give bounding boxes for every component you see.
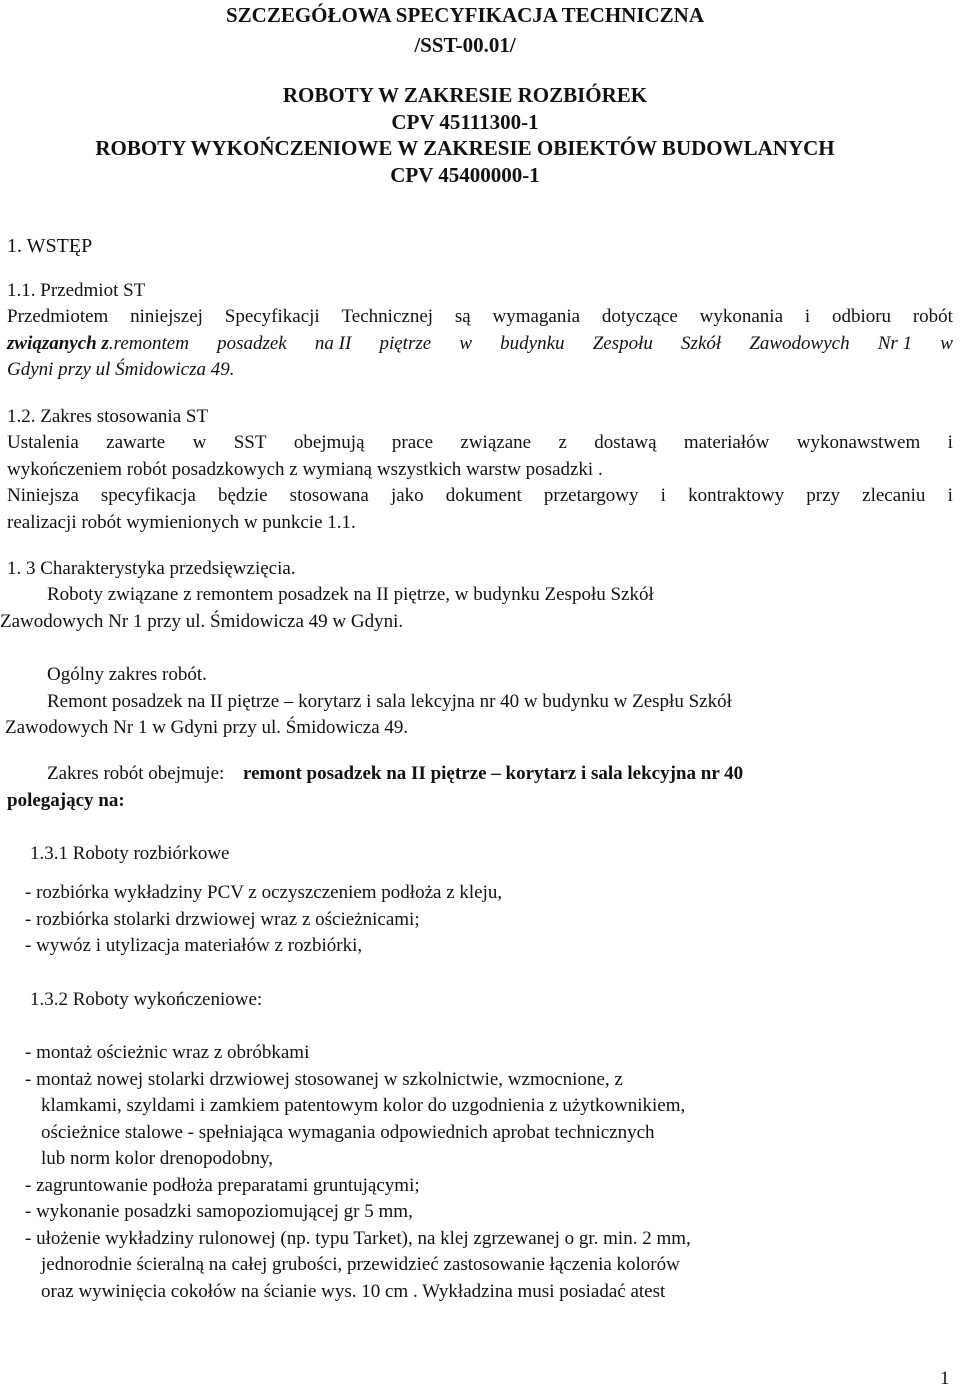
word: zawarte xyxy=(106,432,166,453)
word: przetargowy xyxy=(543,485,639,506)
word: SST xyxy=(233,432,267,453)
word: dostawą xyxy=(594,432,657,453)
word: niniejszej xyxy=(130,306,203,327)
word: Nr 1 xyxy=(877,333,913,354)
word: i xyxy=(947,485,953,506)
paragraph-line xyxy=(7,304,953,330)
paragraph-line: Zawodowych Nr 1 przy ul. Śmidowicza 49 w Gdyni. xyxy=(0,611,404,632)
word: zlecaniu xyxy=(862,485,926,506)
word: na II xyxy=(314,333,352,354)
word: posadzek xyxy=(217,333,287,354)
paragraph-line xyxy=(7,483,953,509)
word: w xyxy=(459,333,473,354)
word: Specyfikacji xyxy=(224,306,320,327)
word: materiałów xyxy=(683,432,770,453)
word: specyfikacja xyxy=(100,485,196,506)
word: i xyxy=(804,306,811,327)
list-item-continuation: jednorodnie ścieralną na całej grubości, przewidzieć zastosowanie łączenia kolorów xyxy=(41,1254,680,1275)
word: jako xyxy=(390,485,424,506)
word: dokument xyxy=(445,485,522,506)
word: Zespołu xyxy=(592,333,653,354)
word: będzie xyxy=(217,485,268,506)
word: Technicznej xyxy=(341,306,434,327)
list-item: - wywóz i utylizacja materiałów z rozbiórki, xyxy=(25,935,363,956)
italic-text xyxy=(109,331,953,357)
paragraph-line: realizacji robót wymienionych w punkcie 1.1. xyxy=(7,512,356,533)
list-item: - montaż ościeżnic wraz z obróbkami xyxy=(25,1042,310,1063)
word: wykonawstwem xyxy=(796,432,921,453)
paragraph-line xyxy=(7,331,953,357)
cpv-code-demolition: CPV 45111300-1 xyxy=(391,110,539,134)
list-item: - montaż nowej stolarki drzwiowej stosowanej w szkolnictwie, wzmocnione, z xyxy=(25,1069,623,1090)
word: w xyxy=(192,432,207,453)
paragraph-line: Gdyni przy ul Śmidowicza 49. xyxy=(7,359,235,380)
list-item: - rozbiórka wykładziny PCV z oczyszczeniem podłoża z kleju, xyxy=(25,882,503,903)
page-number: 1 xyxy=(940,1368,950,1389)
scope-title-demolition: ROBOTY W ZAKRESIE ROZBIÓREK xyxy=(282,83,648,107)
word: Zawodowych xyxy=(749,333,850,354)
paragraph-line: wykończeniem robót posadzkowych z wymianą wszystkich warstw posadzki . xyxy=(7,459,603,480)
word: prace xyxy=(391,432,434,453)
list-item-continuation: klamkami, szyldami i zamkiem patentowym kolor do uzgodnienia z użytkownikiem, xyxy=(41,1095,686,1116)
word: budynku xyxy=(500,333,565,354)
word: kontraktowy xyxy=(688,485,785,506)
scope-statement xyxy=(47,761,743,787)
scope-title-finishing: ROBOTY WYKOŃCZENIOWE W ZAKRESIE OBIEKTÓW BUDOWLANYCH xyxy=(95,136,835,160)
list-item-continuation: lub norm kolor drenopodobny, xyxy=(41,1148,274,1169)
document-title: SZCZEGÓŁOWA SPECYFIKACJA TECHNICZNA xyxy=(225,3,705,27)
paragraph-line: Roboty związane z remontem posadzek na II piętrze, w budynku Zespołu Szkół xyxy=(47,584,654,605)
document-code: /SST-00.01/ xyxy=(414,33,516,57)
word: obejmują xyxy=(293,432,365,453)
list-item: - wykonanie posadzki samopoziomującej gr 5 mm, xyxy=(25,1201,413,1222)
section-heading-intro: 1. WSTĘP xyxy=(7,235,93,257)
list-item-continuation: oraz wywinięcia cokołów na ścianie wys. 10 cm . Wykładzina musi posiadać atest xyxy=(41,1281,666,1302)
word: stosowana xyxy=(289,485,369,506)
word: Szkół xyxy=(681,333,722,354)
subsection-heading-subject: 1.1. Przedmiot ST xyxy=(7,280,146,301)
emphasis-text: związanych z xyxy=(7,333,109,354)
paragraph-line: Remont posadzek na II piętrze – korytarz i sala lekcyjna nr 40 w budynku w Zespłu Szkół xyxy=(47,691,732,712)
cpv-code-finishing: CPV 45400000-1 xyxy=(390,163,540,187)
word: przy xyxy=(806,485,841,506)
word: .remontem xyxy=(108,333,189,354)
word: z xyxy=(558,432,567,453)
scope-label: Zakres robót obejmuje: xyxy=(47,763,225,784)
subsection-heading-characteristics: 1. 3 Charakterystyka przedsięwzięcia. xyxy=(7,558,296,579)
word: związane xyxy=(460,432,532,453)
scope-emphasis: polegający na: xyxy=(7,790,125,811)
word: i xyxy=(947,432,953,453)
general-scope-heading: Ogólny zakres robót. xyxy=(47,664,207,685)
word: i xyxy=(660,485,666,506)
subsection-heading-finishing: 1.3.2 Roboty wykończeniowe: xyxy=(30,989,263,1010)
word: są xyxy=(454,306,471,327)
list-item: - zagruntowanie podłoża preparatami gruntującymi; xyxy=(25,1175,420,1196)
word: wymagania xyxy=(492,306,581,327)
word: dotyczące xyxy=(601,306,678,327)
paragraph-line: Zawodowych Nr 1 w Gdyni przy ul. Śmidowicza 49. xyxy=(5,717,409,738)
word: Przedmiotem xyxy=(7,306,109,327)
word: Ustalenia xyxy=(7,432,79,453)
paragraph-line xyxy=(7,430,953,456)
subsection-heading-demolition: 1.3.1 Roboty rozbiórkowe xyxy=(30,843,230,864)
word: piętrze xyxy=(379,333,432,354)
list-item: - ułożenie wykładziny rulonowej (np. typu Tarket), na klej zgrzewanej o gr. min. 2 mm, xyxy=(25,1228,691,1249)
subsection-heading-scope: 1.2. Zakres stosowania ST xyxy=(7,406,209,427)
scope-emphasis: remont posadzek na II piętrze – korytarz i sala lekcyjna nr 40 xyxy=(243,763,744,784)
word: wykonania xyxy=(699,306,784,327)
word: w xyxy=(940,333,953,354)
word: odbioru xyxy=(831,306,892,327)
list-item: - rozbiórka stolarki drzwiowej wraz z ościeżnicami; xyxy=(25,909,420,930)
word: robót xyxy=(912,306,953,327)
word: Niniejsza xyxy=(7,485,79,506)
list-item-continuation: ościeżnice stalowe - spełniająca wymagania odpowiednich aprobat technicznych xyxy=(41,1122,655,1143)
